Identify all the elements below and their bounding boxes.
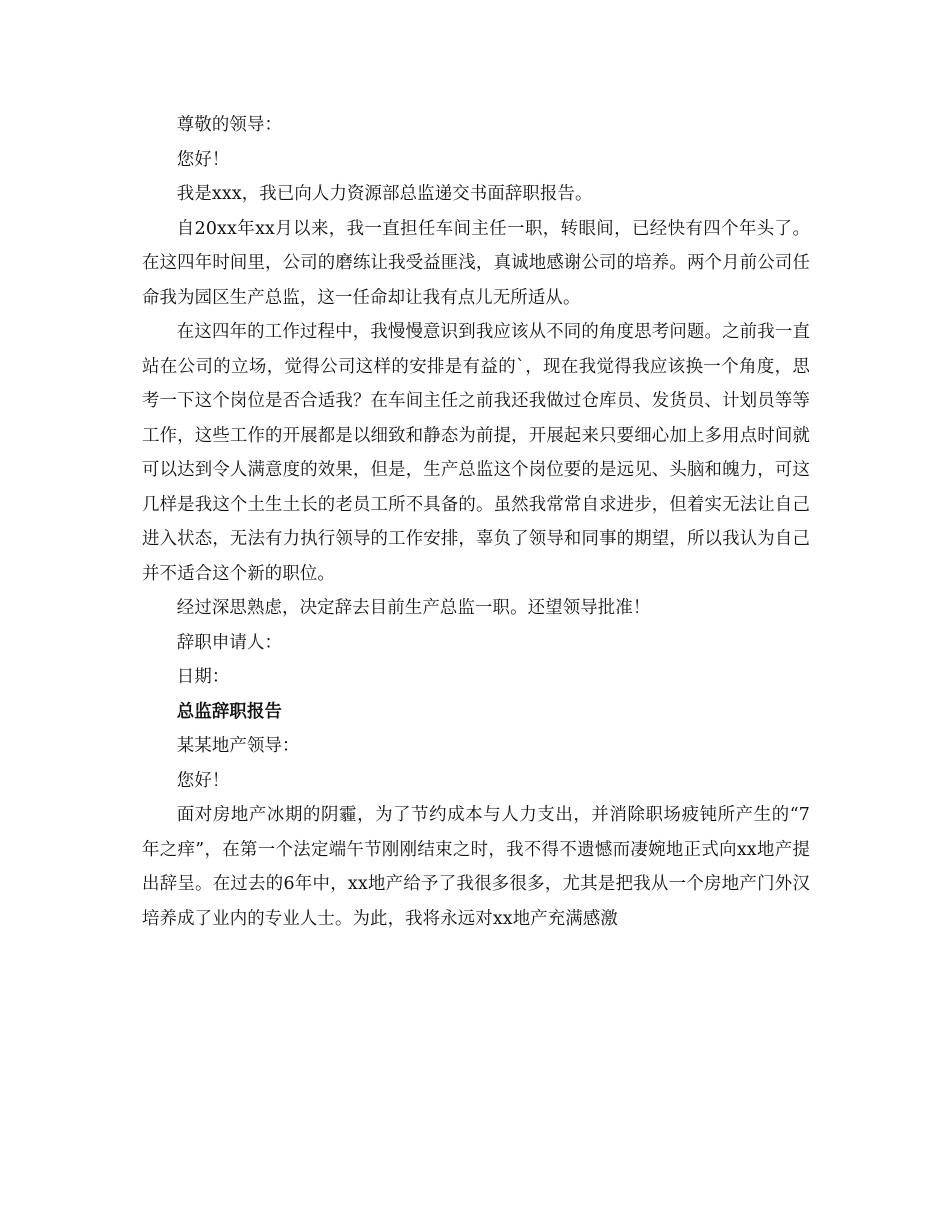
paragraph-reasons: 在这四年的工作过程中，我慢慢意识到我应该从不同的角度思考问题。之前我一直站在公司的立场，觉得公司这样的安排是有益的`，现在我觉得我应该换一个角度，思考一下这个岗位是否合适我？在车间主任之前我还我做过仓库员、发货员、计划员等等工作，这些工作的开展都是以细致和静态为前提，开展起来只要细心加上多用点时间就可以达到令人满意度的效果，但是，生产总监这个岗位要的是远见、头脑和魄力，可这几样是我这个土生土长的老员工所不具备的。虽然我常常自求进步，但着实无法让自己进入状态，无法有力执行领导的工作安排，辜负了领导和同事的期望，所以我认为自己并不适合这个新的职位。	[142, 322, 810, 584]
greeting-2: 您好！	[176, 770, 230, 791]
paragraph-decision: 经过深思熟虑，决定辞去目前生产总监一职。还望领导批准！	[176, 598, 651, 618]
paragraph-resignation: 面对房地产冰期的阴霾，为了节约成本与人力支出，并消除职场疲钝所产生的“7年之痒”，在第一个法定端午节刚刚结束之时，我不得不遗憾而凄婉地正式向xx地产提出辞呈。在过去的6年中，xx地产给予了我很多很多，尤其是把我从一个房地产门外汉培养成了业内的专业人士。为此，我将永远对xx地产充满感激	[142, 805, 810, 929]
applicant-line: 辞职申请人：	[176, 632, 283, 653]
date-line: 日期：	[176, 667, 230, 687]
salutation-2: 某某地产领导：	[176, 736, 300, 756]
paragraph-intro: 我是xxx，我已向人力资源部总监递交书面辞职报告。	[176, 184, 593, 204]
paragraph-background: 自20xx年xx月以来，我一直担任车间主任一职，转眼间，已经快有四个年头了。在这四年时间里，公司的磨练让我受益匪浅，真诚地感谢公司的培养。两个月前公司任命我为园区生产总监，这一任命却让我有点儿无所适从。	[142, 218, 810, 308]
greeting-1: 您好！	[176, 149, 230, 170]
salutation-1: 尊敬的领导：	[176, 115, 283, 135]
document-body	[142, 108, 810, 936]
section-title: 总监辞职报告	[176, 701, 283, 722]
